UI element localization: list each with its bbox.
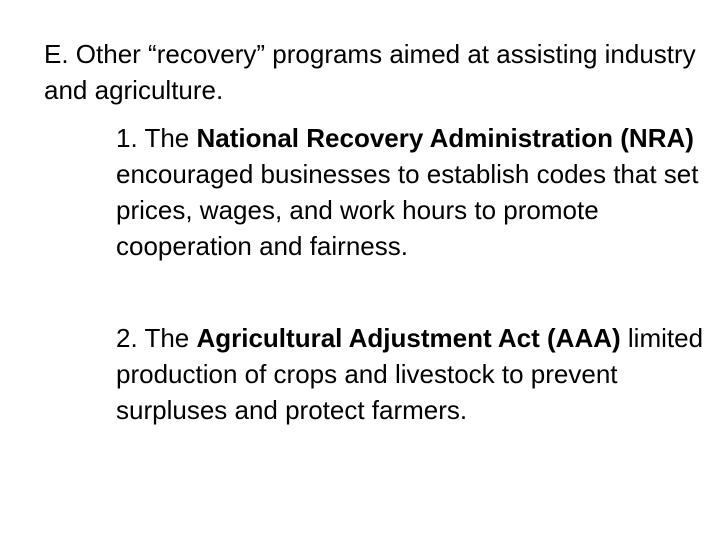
sub-point-bold-term: National Recovery Administration (NRA) (196, 123, 694, 153)
sub-point-nra (116, 120, 706, 264)
main-point-text: E. Other “recovery” programs aimed at assisting industry and agriculture. (44, 39, 696, 105)
sub-point-bold-term: Agricultural Adjustment Act (AAA) (196, 323, 621, 353)
sub-point-description: limited production of crops and livestock to prevent surpluses and protect farmers. (116, 323, 704, 425)
sub-point-description: encouraged businesses to establish codes that set prices, wages, and work hours to promote cooperation and fairness. (116, 159, 699, 261)
sub-point-prefix: 2. The (116, 323, 197, 353)
sub-point-prefix: 1. The (116, 123, 197, 153)
sub-point-aaa (116, 320, 706, 428)
